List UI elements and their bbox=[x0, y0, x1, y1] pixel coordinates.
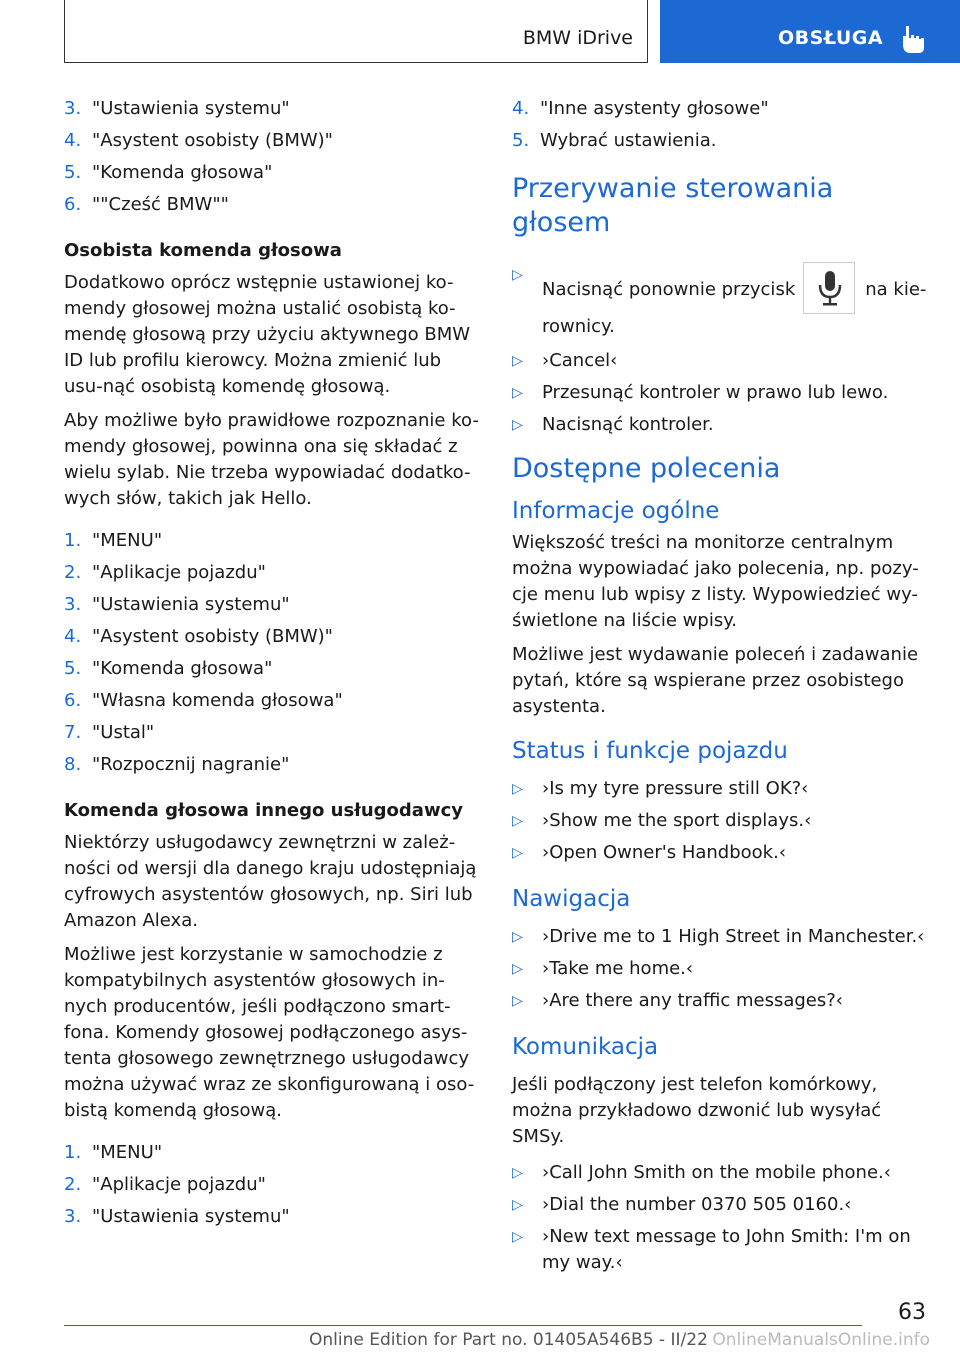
list-item: ▷ ›Drive me to 1 High Street in Manchester.‹ bbox=[512, 924, 930, 950]
steps-list-personal bbox=[64, 528, 482, 778]
heading-general-info: Informacje ogólne bbox=[512, 498, 720, 524]
triangle-bullet-icon: ▷ bbox=[512, 781, 523, 797]
list-item: 1. "MENU" bbox=[64, 1142, 163, 1163]
watermark: OnlineManualsOnline.info bbox=[712, 1330, 930, 1350]
triangle-bullet-icon: ▷ bbox=[512, 993, 523, 1009]
list-item: 8. "Rozpocznij nagranie" bbox=[64, 754, 290, 775]
paragraph: Aby możliwe było prawidłowe rozpoznanie ko-mendy głosowej, powinna ona się składać z wielu sylab. Nie trzeba wypowiadać dodatko-wych słów, takich jak Hello. bbox=[64, 410, 479, 509]
paragraph: Jeśli podłączony jest telefon komórkowy, można przykładowo dzwonić lub wysyłać SMSy. bbox=[512, 1074, 882, 1147]
list-item: ▷ ›Open Owner's Handbook.‹ bbox=[512, 840, 930, 866]
header-brand: BMW iDrive bbox=[522, 27, 633, 49]
heading-available-commands: Dostępne polecenia bbox=[512, 453, 781, 484]
heading-third-party-command: Komenda głosowa innego usługodawcy bbox=[64, 800, 463, 821]
list-item: 2. "Aplikacje pojazdu" bbox=[64, 562, 266, 583]
list-item: 1. "MENU" bbox=[64, 530, 163, 551]
list-item: ▷ ›New text message to John Smith: I'm on my way.‹ bbox=[512, 1226, 911, 1273]
triangle-bullet-icon: ▷ bbox=[512, 961, 523, 977]
triangle-bullet-icon: ▷ bbox=[512, 417, 523, 433]
list-item: 3. "Ustawienia systemu" bbox=[64, 98, 290, 119]
interrupt-list bbox=[512, 262, 930, 438]
triangle-bullet-icon: ▷ bbox=[512, 1229, 523, 1245]
heading-navigation: Nawigacja bbox=[512, 886, 631, 912]
triangle-bullet-icon: ▷ bbox=[512, 1197, 523, 1213]
triangle-bullet-icon: ▷ bbox=[512, 845, 523, 861]
list-item: 4. "Asystent osobisty (BMW)" bbox=[64, 130, 333, 151]
list-item: 7. "Ustal" bbox=[64, 722, 155, 743]
status-commands-list bbox=[512, 776, 930, 866]
list-item: 5. Wybrać ustawienia. bbox=[512, 130, 717, 151]
paragraph: Niektórzy usługodawcy zewnętrzni w zależ-ności od wersji dla danego kraju udostępniają cyfrowych asystentów głosowych, np. Siri lub Amazon Alexa. bbox=[64, 832, 477, 931]
triangle-bullet-icon: ▷ bbox=[512, 813, 523, 829]
list-item: 5. "Komenda głosowa" bbox=[64, 658, 273, 679]
list-item: 4. "Asystent osobisty (BMW)" bbox=[64, 626, 333, 647]
list-item: 3. "Ustawienia systemu" bbox=[64, 594, 290, 615]
paragraph: Dodatkowo oprócz wstępnie ustawionej ko-mendy głosowej można ustalić osobistą ko-mendę głosową przy użyciu aktywnego BMW ID lub profilu kierowcy. Można zmienić lub usu-nąć osobistą komendę głosową. bbox=[64, 272, 471, 397]
triangle-bullet-icon: ▷ bbox=[512, 353, 523, 369]
communication-commands-list bbox=[512, 1160, 930, 1276]
list-item: ▷ ›Is my tyre pressure still OK?‹ bbox=[512, 776, 930, 802]
paragraph: Możliwe jest korzystanie w samochodzie z kompatybilnych asystentów głosowych in-nych producentów, jeśli podłączono smart-fona. Komendy głosowej podłączonego asys-tenta głosowego zewnętrznego usługodawcy można używać wraz ze skonfigurowaną i oso-bistą komendą głosową. bbox=[64, 944, 475, 1121]
heading-vehicle-status: Status i funkcje pojazdu bbox=[512, 738, 788, 764]
heading-communication: Komunikacja bbox=[512, 1034, 659, 1060]
list-item: ▷ ›Are there any traffic messages?‹ bbox=[512, 988, 930, 1014]
header-section-tab bbox=[660, 0, 960, 63]
pointing-hand-icon bbox=[900, 24, 926, 54]
triangle-bullet-icon: ▷ bbox=[512, 1165, 523, 1181]
list-item: ▷ Przesunąć kontroler w prawo lub lewo. bbox=[512, 380, 930, 406]
triangle-bullet-icon: ▷ bbox=[512, 385, 523, 401]
left-column bbox=[64, 96, 482, 1250]
footer-edition: Online Edition for Part no. 01405A546B5 - II/22 bbox=[309, 1330, 708, 1350]
list-item: 5. "Komenda głosowa" bbox=[64, 162, 273, 183]
heading-personal-command: Osobista komenda głosowa bbox=[64, 240, 342, 261]
navigation-commands-list bbox=[512, 924, 930, 1014]
list-item: ▷ Nacisnąć ponownie przycisk na kie-rownicy. bbox=[512, 262, 930, 340]
list-item: 4. "Inne asystenty głosowe" bbox=[512, 98, 769, 119]
header-section-title: OBSŁUGA bbox=[778, 27, 884, 49]
triangle-bullet-icon: ▷ bbox=[512, 267, 523, 283]
footer-divider bbox=[64, 1325, 862, 1326]
list-item: 3. "Ustawienia systemu" bbox=[64, 1206, 290, 1227]
page-number: 63 bbox=[898, 1300, 926, 1325]
list-item: 6. ""Cześć BMW"" bbox=[64, 194, 229, 215]
steps-list-third-party bbox=[64, 1140, 482, 1230]
paragraph: Większość treści na monitorze centralnym można wypowiadać jako polecenia, np. pozy-cje menu lub wpisy z listy. Wypowiedzieć wy-świetlone na liście wpisy. bbox=[512, 532, 919, 631]
list-item: ▷ Nacisnąć kontroler. bbox=[512, 412, 930, 438]
list-item: 2. "Aplikacje pojazdu" bbox=[64, 1174, 266, 1195]
paragraph: Możliwe jest wydawanie poleceń i zadawanie pytań, które są wspierane przez osobistego asystenta. bbox=[512, 644, 919, 717]
header-brand-box bbox=[64, 0, 648, 63]
list-item: ▷ ›Call John Smith on the mobile phone.‹ bbox=[512, 1160, 930, 1186]
list-item: ▷ ›Dial the number 0370 505 0160.‹ bbox=[512, 1192, 930, 1218]
steps-list-continued bbox=[64, 96, 482, 218]
list-item: ▷ ›Cancel‹ bbox=[512, 348, 930, 374]
microphone-button-icon bbox=[803, 262, 855, 314]
triangle-bullet-icon: ▷ bbox=[512, 929, 523, 945]
list-item: ▷ ›Show me the sport displays.‹ bbox=[512, 808, 930, 834]
steps-list-right bbox=[512, 96, 930, 154]
list-item: ▷ ›Take me home.‹ bbox=[512, 956, 930, 982]
right-column bbox=[512, 96, 930, 1294]
list-item: 6. "Własna komenda głosowa" bbox=[64, 690, 343, 711]
heading-interrupt-voice: Przerywanie sterowania głosem bbox=[512, 173, 834, 238]
